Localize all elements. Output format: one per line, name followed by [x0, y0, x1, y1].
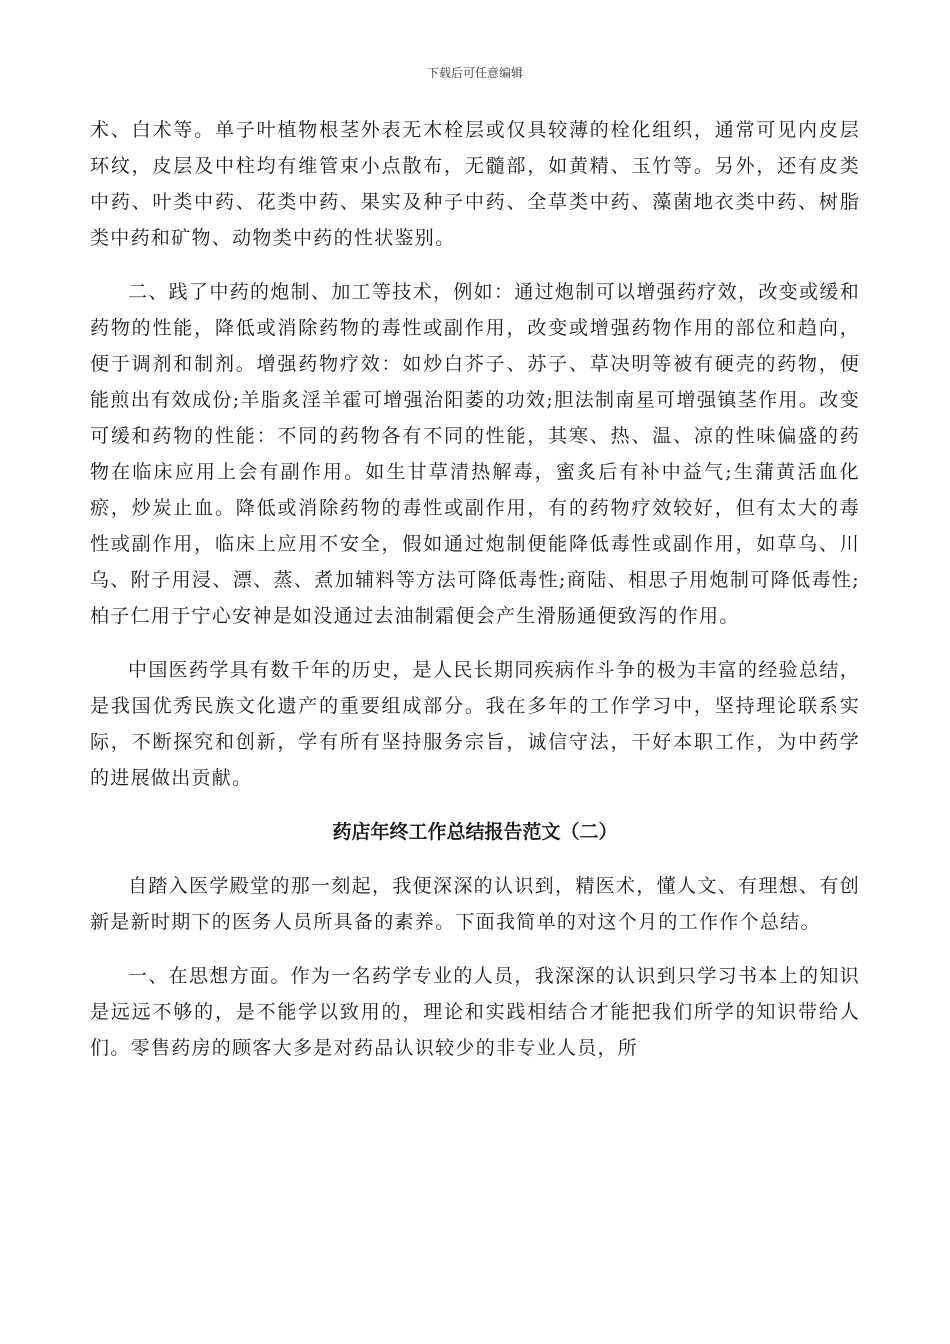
paragraph-5: 一、在思想方面。作为一名药学专业的人员，我深深的认识到只学习书本上的知识是远远不够的，是不能学以致用的，理论和实践相结合才能把我们所学的知识带给人们。零售药房的顾客大多是对药品认识较少的非专业人员，所: [90, 965, 860, 1059]
paragraph-1: 术、白术等。单子叶植物根茎外表无木栓层或仅具较薄的栓化组织，通常可见内皮层环纹，皮层及中柱均有维管束小点散布，无髓部，如黄精、玉竹等。另外，还有皮类中药、叶类中药、花类中药、果实及种子中药、全草类中药、藻菌地衣类中药、树脂类中药和矿物、动物类中药的性状鉴别。: [90, 119, 860, 249]
document-body: [90, 112, 860, 1084]
paragraph-4: 自踏入医学殿堂的那一刻起，我便深深的认识到，精医术，懂人文、有理想、有创新是新时期下的医务人员所具备的素养。下面我简单的对这个月的工作作个总结。: [90, 875, 860, 933]
paragraph-3: 中国医药学具有数千年的历史，是人民长期同疾病作斗争的极为丰富的经验总结，是我国优秀民族文化遗产的重要组成部分。我在多年的工作学习中，坚持理论联系实际，不断探究和创新，学有所有坚持服务宗旨，诚信守法，干好本职工作，为中药学的进展做出贡献。: [90, 659, 860, 789]
section-title: 药店年终工作总结报告范文（二）: [332, 821, 618, 843]
page-header: 下载后可任意编辑: [426, 66, 523, 80]
paragraph-2: 二、践了中药的炮制、加工等技术，例如：通过炮制可以增强药疗效，改变或缓和药物的性能，降低或消除药物的毒性或副作用，改变或增强药物作用的部位和趋向，便于调剂和制剂。增强药物疗效：如炒白芥子、苏子、草决明等被有硬壳的药物，便能煎出有效成份;羊脂炙淫羊霍可增强治阳萎的功效;胆法制南星可增强镇茎作用。改变可缓和药物的性能：不同的药物各有不同的性能，其寒、热、温、凉的性味偏盛的药物在临床应用上会有副作用。如生甘草清热解毒，蜜炙后有补中益气;生蒲黄活血化瘀，炒炭止血。降低或消除药物的毒性或副作用，有的药物疗效较好，但有太大的毒性或副作用，临床上应用不安全，假如通过炮制便能降低毒性或副作用，如草乌、川乌、附子用浸、漂、蒸、煮加辅料等方法可降低毒性;商陆、相思子用炮制可降低毒性;柏子仁用于宁心安神是如没通过去油制霜便会产生滑肠通便致泻的作用。: [90, 281, 860, 627]
